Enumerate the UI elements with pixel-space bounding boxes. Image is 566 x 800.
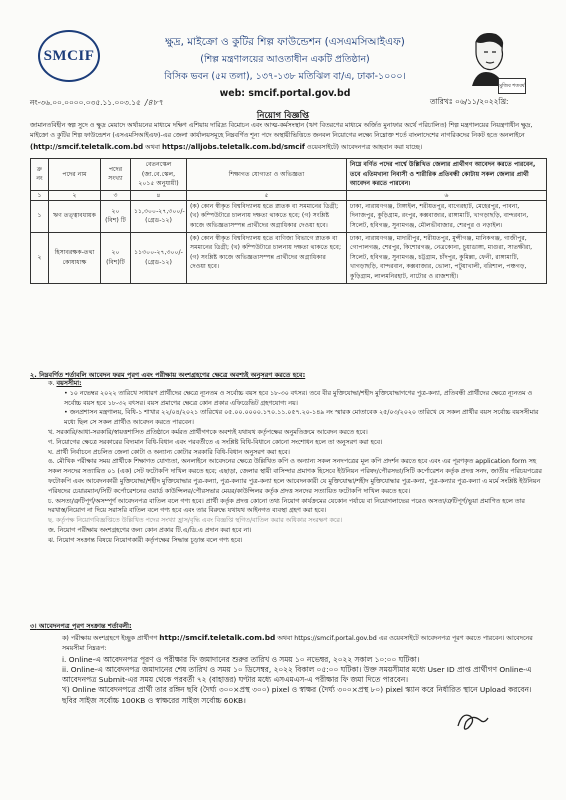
- cell-serial: ২: [31, 232, 49, 283]
- conditions-list: [48, 379, 546, 546]
- list-item: ঘ. প্রার্থী নির্বাচনে প্রচলিত জেলা কোটা ও অন্যান্য কোটার সরকারি বিধি-বিধান অনুসরণ করা হবে।: [48, 448, 290, 456]
- intro-paragraph: জামানতবিহীন স্বল্প সুদে ও ক্ষুদ্র মেয়াদে অর্থায়নের মাধ্যমে দক্ষিণ এশিয়ায় দারিদ্র্য বিমোচন এবং আত্ম-কর্মসংস্থান (ঋণ বিতরণের মাধ্যমে অর্জিত মুনাফার অর্থে পরিচালিত) শিল্প মন্ত্রণালয়ের নিয়ন্ত্রণাধীন ক্ষুদ্র, মাইক্রো ও কুটির শিল্প ফাউন্ডেশন (এসএমসিআইএফ)-এর জেলা কার্যালয়সমূহে নিম্নবর্ণিত শূন্য পদে অস্থায়ীভিত্তিতে জনবল নিয়োগের লক্ষ্যে নিম্নোক্ত শর্তে বাংলাদেশের নাগরিকদের নিকট হতে অনলাইনে (http://smcif.teletalk.com.bd অথবা https://alljobs.teletalk.com.bd/smcif ওয়েবসাইটে) আবেদনপত্র আহবান করা যাচ্ছে।: [30, 122, 533, 151]
- instruction-b: খ) Online আবেদনপত্রে প্রার্থী তার রঙ্গিন ছবি (দৈর্ঘ্য ৩০০×প্রস্থ ৩০০) pixel ও স্বাক্ষর (দৈর্ঘ্য ৩০০×প্রস্থ ৮০) pixel স্ক্যান করে নির্ধারিত স্থানে Upload করবেন। ছবির সাইজ সর্বোচ্চ 100KB ও স্বাক্ষরের সাইজ সর্বোচ্চ 60KB।: [62, 685, 532, 705]
- cell-districts: ঢাকা, নারায়ণগঞ্জ, টাঙ্গাইল, শরীয়তপুর, বাগেরহাট, মেহেরপুর, পাবনা, দিনাজপুর, কুড়িগ্রাম, রংপুর, কক্সবাজার, রাঙ্গামাটি, খাগড়াছড়ি, বান্দরবান, সিলেট, হবিগঞ্জ, সুনামগঞ্জ, মৌলভীবাজার, শেরপুর ও নড়াইল।: [347, 200, 547, 232]
- cell-count: ২০ (বিশ)টি: [101, 232, 131, 283]
- cell-post: ঋণ তত্ত্বাবধায়ক: [49, 200, 101, 232]
- table-row: [31, 232, 547, 283]
- table-column-number-row: ১ ২ ৩ ৪ ৫ ৬: [31, 190, 547, 200]
- org-website: web: smcif.portal.gov.bd: [219, 88, 351, 99]
- table-header: পদের সংখ্যা: [101, 159, 131, 191]
- age-heading: ক. বয়সসীমা:: [48, 380, 82, 387]
- list-item: খ. সরকারি/আধা-সরকারি/স্বায়ত্তশাসিত প্রতিষ্ঠানে কর্মরত প্রার্থীগণকে অবশ্যই যথাযথ কর্তৃপক্ষের অনুমতিক্রমে আবেদন করতে হবে।: [48, 428, 368, 436]
- list-item: • ১০ নভেম্বর ২০২২ তারিখে সাধারণ প্রার্থীদের ক্ষেত্রে ন্যূনতম ও সর্বোচ্চ বয়স হবে ১৮-৩০ বৎসর। তবে বীর মুক্তিযোদ্ধা/শহীদ মুক্তিযোদ্ধাগণের পুত্র-কন্যা, প্রতিবন্ধী প্রার্থীদের ক্ষেত্রে ন্যূনতম ও সর্বোচ্চ বয়স হবে ১৮-৩২ বৎসর। বয়স প্রমাণের ক্ষেত্রে কোন প্রকার এফিডেভিট গ্রহণযোগ্য নয়।: [64, 389, 533, 407]
- section-2-heading: ২. নিম্নবর্ণিত শর্তাবলি আবেদন ফরম পূরণ এবং পরীক্ষায় অংশগ্রহণের ক্ষেত্রে অবশ্যই অনুসরণ করতে হবে:: [30, 371, 306, 379]
- list-item: চ. অসত্য/ত্রুটিপূর্ণ/অসম্পূর্ণ আবেদনপত্র বাতিল বলে গণ্য হবে। প্রার্থী কর্তৃক প্রদত্ত কোনো তথ্য নিয়োগ কার্যক্রমের যেকোন পর্যায়ে বা নিয়োগলাভের পরেও অসত্য/ত্রুটিপূর্ণ/ভুয়া প্রমাণিত হলে তার দরখাস্ত/নিয়োগ না দিয়ে সরাসরি বাতিল বলে গণ্য হবে এবং তার বিরুদ্ধে যথাযথ আইনগত ব্যবস্থা গ্রহণ করা হবে।: [48, 497, 525, 515]
- cell-post: হিসাবরক্ষক-তথা কোষাধ্যক্ষ: [49, 232, 101, 283]
- cell-serial: ১: [31, 200, 49, 232]
- memo-number: নং-৩৬.০০.০০০০.০৩৫.১১.০০৩.১৫ /৪৮৭: [30, 98, 164, 107]
- org-address: বিসিক ভবন (৫ম তলা), ১৩৭-১৩৮ মতিঝিল বা/এ, ঢাকা-১০০০।: [164, 71, 406, 82]
- application-instructions: [62, 633, 546, 706]
- table-header: বেতনস্কেল (জা.বে.স্কেল, ২০১৫ অনুযায়ী): [131, 159, 187, 191]
- org-name: ক্ষুদ্র, মাইক্রো ও কুটির শিল্প ফাউন্ডেশন (এসএমসিআইএফ): [165, 36, 405, 48]
- table-row: [31, 200, 547, 232]
- table-header: পদের নাম: [49, 159, 101, 191]
- instruction-a: ক) পরীক্ষায় অংশগ্রহণে ইচ্ছুক প্রার্থীগণ http://smcif.teletalk.com.bd অথবা https://smcif.portal.gov.bd এর ওয়েবসাইটে আবেদনপত্র পূরণ করতে পারবেন। আবেদনের সময়সীমা নিম্নরূপ:: [62, 633, 533, 653]
- table-header: ক্র নং: [31, 159, 49, 191]
- table-header-row: [31, 159, 547, 191]
- cell-qualification: (ক) কোন স্বীকৃত বিশ্ববিদ্যালয় হতে স্নাতক বা সমমানের ডিগ্রী; (খ) কম্পিউটারে চালনায় দক্ষতা থাকতে হবে; (গ) সংশ্লিষ্ট কাজে অভিজ্ঞতাসম্পন্ন প্রার্থীদের অগ্রাধিকার দেওয়া হবে।: [187, 200, 347, 232]
- org-ministry: (শিল্প মন্ত্রণালয়ের আওতাধীন একটি প্রতিষ্ঠান): [200, 54, 370, 65]
- apply-link-teletalk[interactable]: http://smcif.teletalk.com.bd: [159, 633, 276, 642]
- cell-scale: ১১৩০০-২৭,৩০০/- (গ্রেড-১২): [131, 232, 187, 283]
- table-header: শিক্ষাগত যোগ্যতা ও অভিজ্ঞতা: [187, 159, 347, 191]
- list-item: ঝ. নিয়োগ সংক্রান্ত বিষয়ে নিয়োগকারী কর্তৃপক্ষের সিদ্ধান্ত চূড়ান্ত বলে গণ্য হবে।: [48, 536, 243, 544]
- list-item: গ. নিয়োগের ক্ষেত্রে সরকারের বিদ্যমান বিধি-বিধান এবং পরবর্তীতে এ সংশ্লিষ্ট বিধি-বিধানে কোনো সংশোধন হলে তা অনুসরণ করা হবে।: [48, 438, 383, 446]
- table-header: নিম্নে বর্ণিত পদের পার্শ্বে উল্লিখিত জেলার প্রার্থীগণ আবেদন করতে পারবেন, তবে এতিমখানা নিবাসী ও শারীরিক প্রতিবন্ধী কোটায় সকল জেলার প্রার্থী আবেদন করতে পারবেন।: [347, 159, 547, 191]
- organization-header: [120, 34, 450, 102]
- section-3-heading: ৩। আবেদনপত্র পূরণ সংক্রান্ত শর্তাবলী:: [30, 622, 132, 630]
- smcif-logo: SMCIF: [38, 30, 100, 82]
- list-item: ঙ. মৌখিক পরীক্ষার সময় প্রার্থীকে শিক্ষাগত যোগ্যতা, অনলাইনে আবেদনের ক্ষেত্রে উল্লিখিত কপি ও অন্যান্য সকল সনদপত্রের মূল কপি প্রদর্শন করতে হবে এবং এর পূরণকৃত application form সহ সকল সনদের সত্যায়িত ০১ (এক) সেট ফটোকপি দাখিল করতে হবে; এছাড়া, জেলার স্থায়ী বাসিন্দার প্রমাণক হিসেবে ইউনিয়ন পরিষদ/পৌরসভা/সিটি কর্পোরেশন কর্তৃক প্রদত্ত সনদ, জাতীয় পরিচয়পত্রের ফটোকপি এবং আবেদনকারী মুক্তিযোদ্ধা/শহীদ মুক্তিযোদ্ধার পুত্র-কন্যা, পুত্র-কন্যার পুত্র-কন্যা হলে আবেদনকারী যে মুক্তিযোদ্ধা/শহীদ মুক্তিযোদ্ধার পুত্র-কন্যা, পুত্র-কন্যার পুত্র-কন্যা এ মর্মে সংশ্লিষ্ট ইউনিয়ন পরিষদের চেয়ারম্যান/সিটি কর্পোরেশনের ওয়ার্ড কাউন্সিলর/পৌরসভার মেয়র/কাউন্সিলর কর্তৃক প্রদত্ত সনদের সত্যায়িত ফটোকপি দাখিল করতে হবে।: [48, 458, 542, 495]
- signature: [452, 706, 492, 736]
- cell-count: ২০ (বিশ) টি: [101, 200, 131, 232]
- intro-link-teletalk[interactable]: (http://smcif.teletalk.com.bd: [30, 142, 144, 151]
- intro-link-alljobs[interactable]: https://alljobs.teletalk.com.bd/smcif: [162, 142, 305, 151]
- cell-scale: ১১,৩০০-২৭,৩০০/- (গ্রেড-১২): [131, 200, 187, 232]
- memo-handwritten-number: /৪৮৭: [144, 98, 164, 107]
- cell-qualification: (ক) কোন স্বীকৃত বিশ্ববিদ্যালয় হতে বাণিজ্য বিভাগে স্নাতক বা সমমানের ডিগ্রী; (খ) কম্পিউটারে চালনায় দক্ষতা থাকতে হবে; (গ) সংশ্লিষ্ট কাজে অভিজ্ঞতাসম্পন্ন প্রার্থীদের অগ্রাধিকার দেওয়া হবে।: [187, 232, 347, 283]
- cell-districts: ঢাকা, নারায়ণগঞ্জ, মাদারীপুর, শরীয়তপুর, মুন্সীগঞ্জ, মানিকগঞ্জ, গাজীপুর, গোপালগঞ্জ, শেরপুর, কিশোরগঞ্জ, নেত্রকোনা, চুয়াডাঙ্গা, মাগুরা, সাতক্ষীরা, সিলেট, হবিগঞ্জ, সুনামগঞ্জ, চট্টগ্রাম, চাঁদপুর, কুমিল্লা, ফেনী, রাঙ্গামাটি, খাগড়াছড়ি, বান্দরবান, কক্সবাজার, ভোলা, পটুয়াখালী, বরিশাল, পঞ্চগড়, কুড়িগ্রাম, লালমনিরহাট, নাটোর ও রাজশাহী।: [347, 232, 547, 283]
- vacancy-table: [30, 158, 547, 284]
- apply-link-portal[interactable]: https://smcif.portal.gov.bd: [294, 635, 377, 642]
- portrait-caption: মুজিব শতবর্ষ: [498, 78, 526, 94]
- list-item-faded: ছ. কর্তৃপক্ষ নিয়োগবিজ্ঞপ্তিতে উল্লিখিত পদের সংখ্যা হ্রাস/বৃদ্ধি এবং বিজ্ঞপ্তি স্থগিত/বাতিল করার অধিকার সংরক্ষণ করে।: [48, 517, 343, 525]
- page-title: নিয়োগ বিজ্ঞপ্তি: [256, 111, 310, 121]
- instruction-ii: ii. Online-এ আবেদনপত্র জমাদানের শেষ তারিখ ও সময় ১০ ডিসেম্বর, ২০২২ বিকাল ০৫:০০ ঘটিকা। উক্ত সময়সীমার মধ্যে User ID প্রাপ্ত প্রার্থীগণ Online-এ আবেদনপত্র Submit-এর সময় থেকে পরবর্তী ৭২ (বাহাত্তর) ঘণ্টার মধ্যে এসএমএস-এ পরীক্ষার ফি জমা দিতে পারবেন।: [62, 664, 532, 685]
- list-item: • জনপ্রশাসন মন্ত্রণালয়, বিধি-১ শাখার ২২/০৪/২০২১ তারিখের ০৫.০০.০০০০.১৭০.১১.০৫৭.২০-১৪৯ নং স্মারক মোতাবেক ২৫/০৩/২০২০ তারিখে যে সকল প্রার্থীর বয়স সর্বোচ্চ বয়সসীমার মধ্যে ছিল সে সকল প্রার্থীও আবেদন করতে পারবেন।: [64, 409, 539, 427]
- instruction-i: i. Online-এ আবেদনপত্র পূরণ ও পরীক্ষার ফি জমাদানের শুরুর তারিখ ও সময় ১০ নভেম্বর, ২০২২ সকাল ১০:০০ ঘটিকা।: [62, 654, 420, 664]
- memo-date: তারিখঃ ০৬/১১/২০২২খ্রি:: [430, 97, 509, 106]
- list-item: জ. নিয়োগ পরীক্ষায় অংশগ্রহণের জন্য কোন প্রকার টি.এ/ডি.এ প্রদান করা হবে না।: [48, 526, 252, 534]
